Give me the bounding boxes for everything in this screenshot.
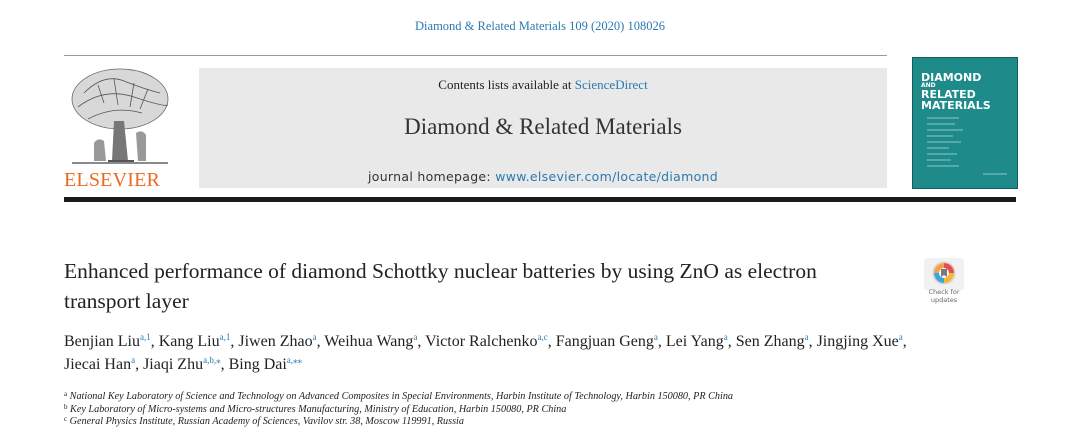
author-list bbox=[64, 330, 944, 376]
author-affiliation-mark[interactable]: a,1 bbox=[219, 332, 231, 342]
affiliation-mark: a bbox=[64, 390, 68, 398]
author-separator: , bbox=[135, 356, 144, 373]
author-name[interactable]: Sen Zhang bbox=[735, 333, 805, 350]
author-name[interactable]: Jiaqi Zhu bbox=[143, 356, 204, 373]
affiliation-item bbox=[64, 416, 1024, 429]
affiliation-list bbox=[64, 391, 1024, 429]
author-name[interactable]: Jiwen Zhao bbox=[238, 333, 313, 350]
author-affiliation-mark[interactable]: a bbox=[723, 332, 728, 342]
journal-name: Diamond & Related Materials bbox=[404, 114, 682, 139]
contents-line bbox=[199, 77, 887, 93]
author-separator: , bbox=[547, 333, 556, 350]
check-for-updates-label bbox=[924, 289, 964, 304]
author-name[interactable]: Jiecai Han bbox=[64, 356, 132, 373]
author-affiliation-mark[interactable]: a bbox=[653, 332, 658, 342]
affiliation-mark: c bbox=[64, 415, 68, 423]
journal-cover-thumbnail[interactable] bbox=[912, 57, 1018, 189]
author-affiliation-mark[interactable]: a bbox=[413, 332, 418, 342]
homepage-prefix: journal homepage: bbox=[367, 169, 496, 184]
author-name[interactable]: Victor Ralchenko bbox=[425, 333, 538, 350]
elsevier-logo[interactable] bbox=[64, 63, 176, 191]
author-separator: , bbox=[902, 333, 907, 350]
author-affiliation-mark[interactable]: a,⁎⁎ bbox=[286, 355, 303, 365]
author-name[interactable]: Fangjuan Geng bbox=[555, 333, 654, 350]
author-affiliation-mark[interactable]: a bbox=[804, 332, 809, 342]
author-affiliation-mark[interactable]: a bbox=[131, 355, 136, 365]
affiliation-text: Key Laboratory of Micro-systems and Micro-structures Manufacturing, Ministry of Education, Harbin 150080, PR China bbox=[67, 403, 567, 415]
author-name[interactable]: Benjian Liu bbox=[64, 333, 140, 350]
author-separator: , bbox=[150, 333, 159, 350]
header-divider bbox=[64, 55, 887, 56]
author-name[interactable]: Bing Dai bbox=[228, 356, 287, 373]
elsevier-wordmark: ELSEVIER bbox=[64, 169, 161, 191]
cover-line-1: DIAMOND bbox=[921, 71, 982, 84]
check-for-updates-icon bbox=[924, 258, 964, 290]
author-name[interactable]: Weihua Wang bbox=[324, 333, 414, 350]
author-affiliation-mark[interactable]: a bbox=[312, 332, 317, 342]
journal-homepage-line bbox=[199, 169, 887, 184]
contents-prefix: Contents lists available at bbox=[438, 77, 575, 92]
author-separator: , bbox=[727, 333, 736, 350]
article-title: Enhanced performance of diamond Schottky nuclear batteries by using ZnO as electron transport layer bbox=[64, 259, 817, 313]
author-separator: , bbox=[316, 333, 325, 350]
check-for-updates-badge[interactable] bbox=[924, 258, 964, 310]
journal-banner bbox=[199, 68, 887, 188]
author-name[interactable]: Lei Yang bbox=[665, 333, 724, 350]
author-separator: , bbox=[220, 356, 229, 373]
badge-line-2: updates bbox=[930, 295, 958, 304]
cover-line-2: AND bbox=[921, 82, 936, 89]
cover-line-4: MATERIALS bbox=[921, 99, 991, 112]
affiliation-mark: b bbox=[64, 402, 68, 411]
author-separator: , bbox=[230, 333, 239, 350]
affiliation-item bbox=[64, 391, 1024, 404]
badge-line-1: Check for bbox=[928, 288, 960, 296]
author-affiliation-mark[interactable]: a,1 bbox=[139, 332, 151, 342]
sciencedirect-link[interactable]: ScienceDirect bbox=[574, 77, 648, 92]
elsevier-tree-icon bbox=[64, 63, 176, 167]
author-name[interactable]: Kang Liu bbox=[158, 333, 220, 350]
affiliation-item bbox=[64, 404, 1024, 417]
affiliation-text: General Physics Institute, Russian Academy of Sciences, Vavilov str. 38, Moscow 119991, Russia bbox=[67, 416, 464, 427]
header-rule bbox=[64, 197, 1016, 202]
affiliation-text: National Key Laboratory of Science and Technology on Advanced Composites in Special Environments, Harbin Institute of Technology, Harbin 150080, PR China bbox=[67, 391, 734, 402]
author-affiliation-mark[interactable]: a,b,⁎ bbox=[203, 355, 221, 365]
author-separator: , bbox=[657, 333, 666, 350]
cover-line-3: RELATED bbox=[921, 88, 976, 101]
author-separator: , bbox=[808, 333, 817, 350]
cover-text-lines-decoration bbox=[913, 58, 1017, 188]
author-affiliation-mark[interactable]: a,c bbox=[537, 332, 548, 342]
journal-citation[interactable]: Diamond & Related Materials 109 (2020) 108026 bbox=[415, 19, 665, 33]
author-affiliation-mark[interactable]: a bbox=[898, 332, 903, 342]
author-name[interactable]: Jingjing Xue bbox=[816, 333, 899, 350]
author-separator: , bbox=[417, 333, 426, 350]
journal-homepage-link[interactable]: www.elsevier.com/locate/diamond bbox=[495, 169, 719, 184]
